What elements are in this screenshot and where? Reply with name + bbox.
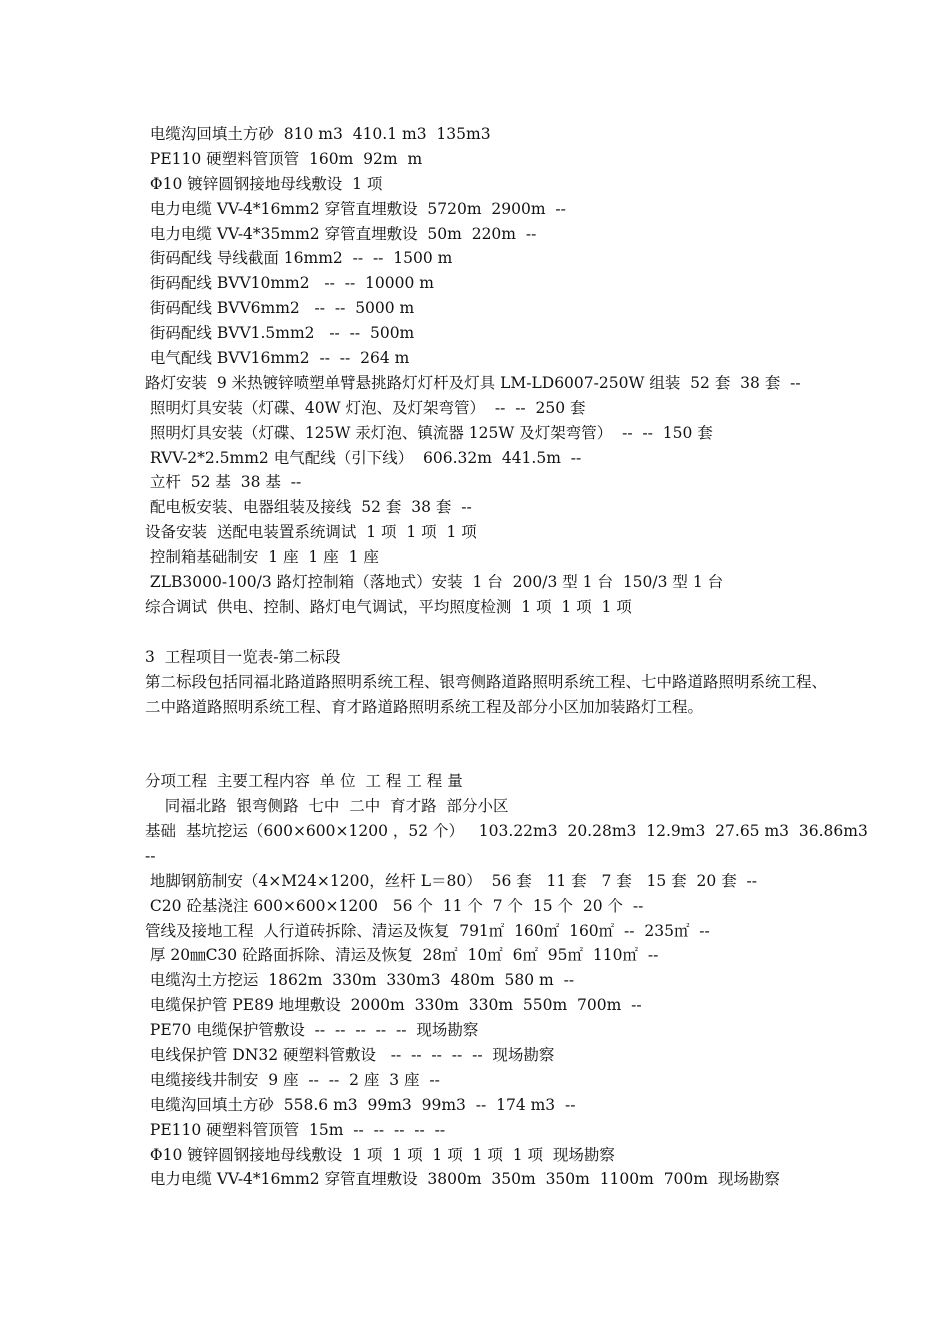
item-line: 管线及接地工程 人行道砖拆除、清运及恢复 791㎡ 160㎡ 160㎡ -- 235㎡ -- [145,921,710,940]
item-line: 电缆保护管 PE89 地埋敷设 2000m 330m 330m 550m 700m -- [145,996,642,1015]
item-line: 街码配线 BVV6mm2 -- -- 5000 m [145,299,415,318]
item-line: Φ10 镀锌圆钢接地母线敷设 1 项 1 项 1 项 1 项 1 项 现场勘察 [145,1145,615,1164]
item-line: 电气配线 BVV16mm2 -- -- 264 m [145,349,410,368]
table-header-line: 同福北路 银弯侧路 七中 二中 育才路 部分小区 [145,797,509,816]
item-line: 控制箱基础制安 1 座 1 座 1 座 [145,548,379,567]
item-line: 电缆沟回填土方砂 558.6 m3 99m3 99m3 -- 174 m3 -- [145,1095,576,1114]
table-header-line: 分项工程 主要工程内容 单 位 工 程 工 程 量 [145,772,463,791]
document-body [145,122,868,1192]
item-line: 设备安装 送配电装置系统调试 1 项 1 项 1 项 [145,523,477,542]
item-line: 电线保护管 DN32 硬塑料管敷设 -- -- -- -- -- 现场勘察 [145,1046,555,1064]
item-line: 路灯安装 9 米热镀锌喷塑单臂悬挑路灯灯杆及灯具 LM-LD6007-250W 组装 52 套 38 套 -- [145,373,801,392]
item-line: C20 砼基浇注 600×600×1200 56 个 11 个 7 个 15 个 20 个 -- [145,896,644,915]
item-line: 电力电缆 VV-4*16mm2 穿管直埋敷设 5720m 2900m -- [145,199,566,218]
section-heading: 3 工程项目一览表-第二标段 [145,647,341,666]
item-line: 电缆沟土方挖运 1862m 330m 330m3 480m 580 m -- [145,971,575,990]
item-line: 街码配线 BVV1.5mm2 -- -- 500m [145,324,415,343]
item-line: 立杆 52 基 38 基 -- [145,473,302,492]
item-line: -- [145,846,156,865]
item-line: 街码配线 导线截面 16mm2 -- -- 1500 m [145,249,453,268]
item-line: 照明灯具安装（灯碟、40W 灯泡、及灯架弯管） -- -- 250 套 [145,398,586,417]
item-line: 照明灯具安装（灯碟、125W 汞灯泡、镇流器 125W 及灯架弯管） -- -- 150 套 [145,423,713,442]
item-line: 综合调试 供电、控制、路灯电气调试，平均照度检测 1 项 1 项 1 项 [145,597,632,616]
item-line: 地脚钢筋制安（4×M24×1200，丝杆 L＝80） 56 套 11 套 7 套 15 套 20 套 -- [145,871,758,890]
item-line: 厚 20㎜C30 砼路面拆除、清运及恢复 28㎡ 10㎡ 6㎡ 95㎡ 110㎡ -- [145,946,659,965]
second-section-items [145,819,868,1192]
item-line: 电缆沟回填土方砂 810 m3 410.1 m3 135m3 [145,125,491,143]
item-line: ZLB3000-100/3 路灯控制箱（落地式）安装 1 台 200/3 型 1 台 150/3 型 1 台 [145,573,724,592]
item-line: 街码配线 BVV10mm2 -- -- 10000 m [145,274,434,293]
table-header [145,769,835,819]
item-line: 配电板安装、电器组装及接线 52 套 38 套 -- [145,498,472,517]
item-line: RVV-2*2.5mm2 电气配线（引下线） 606.32m 441.5m -- [145,448,582,467]
section-intro-paragraph: 第二标段包括同福北路道路照明系统工程、银弯侧路道路照明系统工程、七中路道路照明系统工程、二中路道路照明系统工程、育才路道路照明系统工程及部分小区加加装路灯工程。 [145,672,828,716]
spacer [145,620,835,645]
item-line: PE70 电缆保护管敷设 -- -- -- -- -- 现场勘察 [145,1021,479,1040]
item-line: Φ10 镀锌圆钢接地母线敷设 1 项 [145,174,383,193]
item-line: PE110 硬塑料管顶管 160m 92m m [145,149,423,168]
item-line: 电力电缆 VV-4*16mm2 穿管直埋敷设 3800m 350m 350m 1100m 700m 现场勘察 [145,1170,780,1189]
spacer [145,719,835,769]
item-line: 电缆接线井制安 9 座 -- -- 2 座 3 座 -- [145,1070,440,1089]
first-section-items [145,122,835,620]
item-line: 基础 基坑挖运（600×600×1200 ，52 个） 103.22m3 20.28m3 12.9m3 27.65 m3 36.86m3 [145,821,868,840]
item-line: 电力电缆 VV-4*35mm2 穿管直埋敷设 50m 220m -- [145,224,537,243]
item-line: PE110 硬塑料管顶管 15m -- -- -- -- -- [145,1120,446,1139]
